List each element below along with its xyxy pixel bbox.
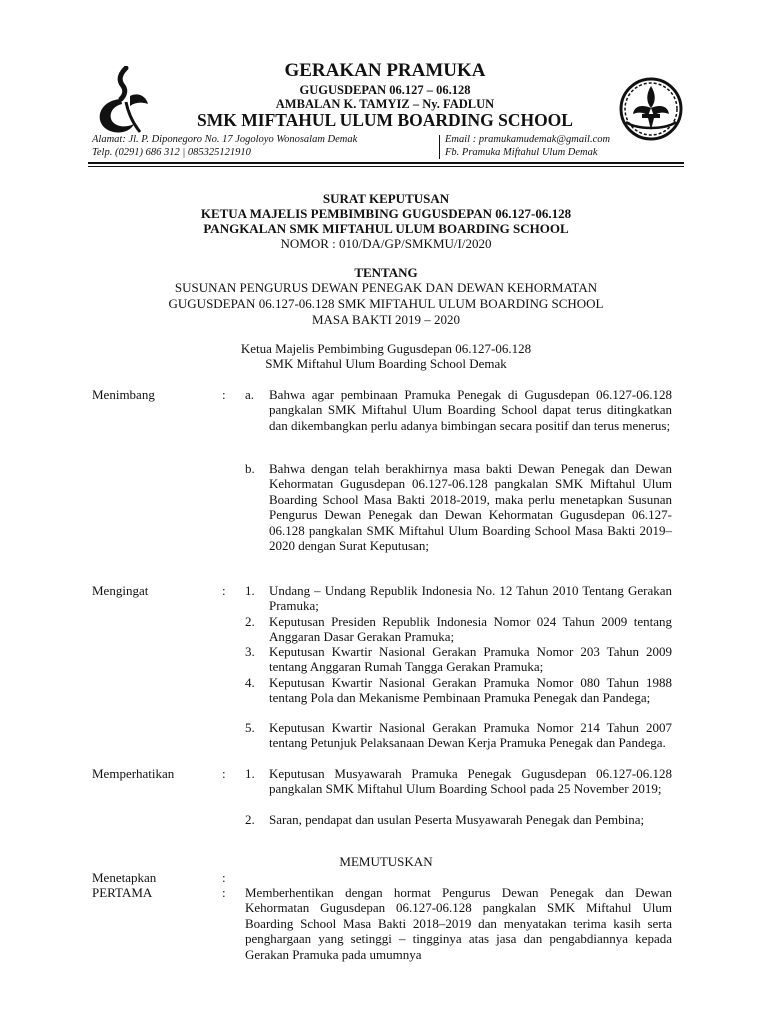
list-marker: a. [245, 387, 255, 402]
list-marker: 2. [245, 614, 255, 629]
list-marker: b. [245, 461, 255, 476]
subject-line-2: GUGUSDEPAN 06.127-06.128 SMK MIFTAHUL ULUM BOARDING SCHOOL [168, 296, 604, 311]
address-divider [439, 135, 440, 159]
org-title: GERAKAN PRAMUKA [284, 60, 486, 81]
menimbang-colon: : [222, 387, 226, 402]
letterhead-rule-thick [88, 162, 684, 164]
mengingat-item-2: Keputusan Presiden Republik Indonesia Nomor 024 Tahun 2009 tentang Anggaran Dasar Gerakan Pramuka; [269, 614, 672, 645]
list-marker: 1. [245, 766, 255, 781]
mengingat-label: Mengingat [92, 583, 149, 598]
letterhead-rule-thin [88, 166, 684, 167]
email-text: Email : pramukamudemak@gmail.com [445, 134, 611, 145]
by-line-1: Ketua Majelis Pembimbing Gugusdepan 06.127-06.128 [240, 341, 532, 356]
pertama-text: Memberhentikan dengan hormat Pengurus Dewan Penegak dan Dewan Kehormatan Gugusdepan 06.127-06.128 pangkalan SMK Miftahul Ulum Boarding School Masa Bakti 2018–2019 dan menyatakan terima kasih serta penghargaan yang setinggi – tingginya atas jasa dan pengabdiannya kepada Gerakan Pramuka pada umumnya [245, 885, 672, 962]
memperhatikan-label: Memperhatikan [92, 766, 175, 781]
issuer-line-2: PANGKALAN SMK MIFTAHUL ULUM BOARDING SCHOOL [203, 221, 569, 236]
memutuskan-heading: MEMUTUSKAN [339, 854, 433, 869]
subject-line-3: MASA BAKTI 2019 – 2020 [311, 312, 461, 327]
list-marker: 3. [245, 644, 255, 659]
subject-line-1: SUSUNAN PENGURUS DEWAN PENEGAK DAN DEWAN KEHORMATAN [174, 280, 598, 295]
list-marker: 4. [245, 675, 255, 690]
about-heading: TENTANG [354, 265, 418, 280]
facebook-text: Fb. Pramuka Miftahul Ulum Demak [445, 147, 598, 158]
doc-type: SURAT KEPUTUSAN [322, 191, 450, 206]
scout-emblem-icon [618, 76, 684, 142]
memperhatikan-item-2: Saran, pendapat dan usulan Peserta Musyawarah Penegak dan Pembina; [269, 812, 645, 827]
mengingat-item-1: Undang – Undang Republik Indonesia No. 12 Tahun 2010 Tentang Gerakan Pramuka; [269, 583, 672, 614]
mengingat-item-4: Keputusan Kwartir Nasional Gerakan Pramuka Nomor 080 Tahun 1988 tentang Pola dan Mekanisme Pembinaan Pramuka Penegak dan Pandega; [269, 675, 672, 706]
list-marker: 1. [245, 583, 255, 598]
menetapkan-colon: : [222, 870, 226, 885]
menetapkan-label: Menetapkan [92, 870, 157, 885]
by-line-2: SMK Miftahul Ulum Boarding School Demak [265, 356, 507, 371]
memperhatikan-item-1: Keputusan Musyawarah Pramuka Penegak Gugusdepan 06.127-06.128 pangkalan SMK Miftahul Ulum Boarding School pada 25 November 2019; [269, 766, 672, 797]
menimbang-item-b: Bahwa dengan telah berakhirnya masa bakti Dewan Penegak dan Dewan Kehormatan Gugusdepan 06.127-06.128 pangkalan SMK Miftahul Ulum Boarding School Masa Bakti 2018-2019, maka perlu menetapkan Susunan Pengurus Dewan Penegak dan Dewan Kehormatan Gugusdepan 06.127-06.128 pangkalan SMK Miftahul Ulum Boarding School Masa Bakti 2019–2020 dengan Surat Keputusan; [269, 461, 672, 554]
school-name: SMK MIFTAHUL ULUM BOARDING SCHOOL [197, 110, 573, 130]
doc-number: NOMOR : 010/DA/GP/SMKMU/I/2020 [280, 236, 492, 251]
phone-text: Telp. (0291) 686 312 | 085325121910 [92, 147, 251, 158]
gugusdepan-line: GUGUSDEPAN 06.127 – 06.128 [299, 83, 471, 97]
ambalan-line: AMBALAN K. TAMYIZ – Ny. FADLUN [275, 97, 495, 111]
memperhatikan-colon: : [222, 766, 226, 781]
mengingat-item-3: Keputusan Kwartir Nasional Gerakan Pramuka Nomor 203 Tahun 2009 tentang Anggaran Rumah Tangga Gerakan Pramuka; [269, 644, 672, 675]
menimbang-label: Menimbang [92, 387, 155, 402]
mengingat-item-5: Keputusan Kwartir Nasional Gerakan Pramuka Nomor 214 Tahun 2007 tentang Petunjuk Pelaksanaan Dewan Kerja Pramuka Penegak dan Pandega. [269, 720, 672, 751]
menimbang-item-a: Bahwa agar pembinaan Pramuka Penegak di Gugusdepan 06.127-06.128 pangkalan SMK Miftahul Ulum Boarding School dapat terus ditingkatkan dan dikembangkan perlu adanya bimbingan secara positif dan terus menerus; [269, 387, 672, 433]
tunas-kelapa-logo-icon [96, 66, 154, 138]
pertama-label: PERTAMA [92, 885, 153, 900]
address-text: Alamat: Jl. P. Diponegoro No. 17 Jogoloyo Wonosalam Demak [92, 134, 358, 145]
issuer-line-1: KETUA MAJELIS PEMBIMBING GUGUSDEPAN 06.127-06.128 [200, 206, 572, 221]
list-marker: 2. [245, 812, 255, 827]
pertama-colon: : [222, 885, 226, 900]
mengingat-colon: : [222, 583, 226, 598]
list-marker: 5. [245, 720, 255, 735]
